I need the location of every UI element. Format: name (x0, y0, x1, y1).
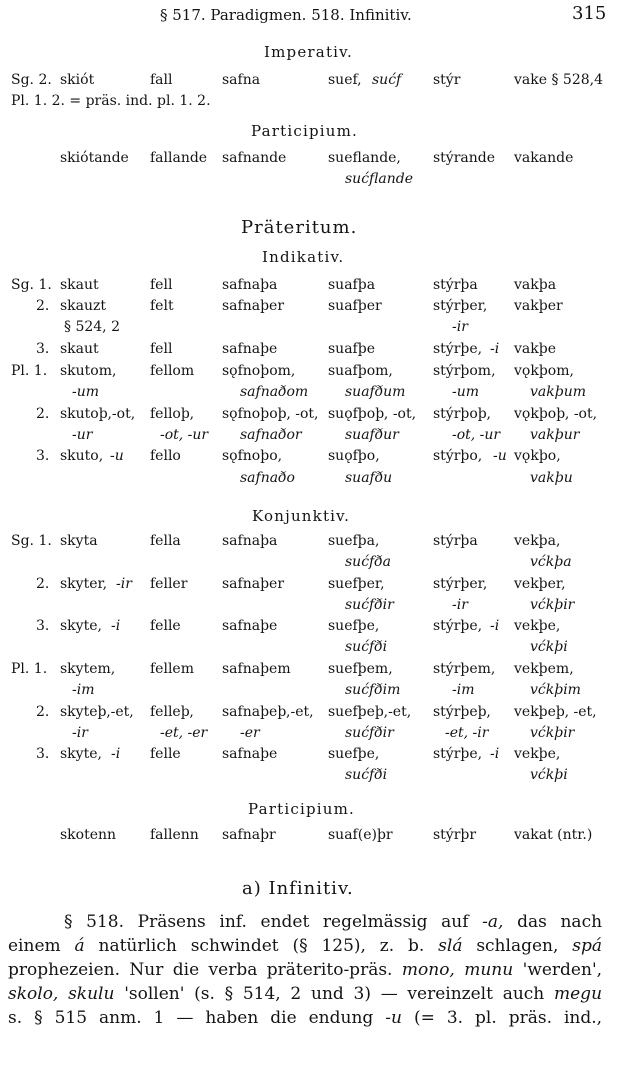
form: vǫkþoþ, -ot, (514, 406, 598, 422)
form: vekþeþ, -et, (514, 704, 597, 720)
form-variant: -i (111, 746, 121, 762)
form: stýrþe, (433, 618, 483, 634)
running-head: § 517. Paradigmen. 518. Infinitiv. (160, 6, 412, 24)
form: skauzt (60, 298, 107, 314)
form-variant: vćkþa (530, 554, 572, 570)
form: vekþe, (514, 746, 561, 762)
form: skyte, (60, 746, 102, 762)
form: skytem, (60, 661, 116, 677)
form-variant: -um (452, 384, 480, 400)
form: suef, (328, 72, 362, 88)
participium-praeteritum-heading: Participium. (248, 800, 356, 818)
konjunktiv-heading: Konjunktiv. (252, 507, 351, 525)
form-variant: -i (490, 746, 500, 762)
form: feller (150, 576, 188, 592)
text-span: natürlich schwindet (§ 125), z. b. (98, 936, 425, 956)
form: suefþe, (328, 746, 380, 762)
form: stýrande (433, 150, 496, 166)
row-label: 3. (36, 618, 50, 634)
form: skyter, (60, 576, 108, 592)
form-variant: -ir (452, 319, 468, 335)
text-span: schlagen, (476, 936, 559, 956)
form: vakþe (514, 341, 556, 357)
text-span: -a, (482, 912, 504, 932)
text-line (8, 958, 602, 982)
infinitiv-paragraph (8, 910, 602, 1030)
form: fall (150, 72, 173, 88)
text-span: spá (572, 936, 602, 956)
form-variant: vćkþi (530, 639, 568, 655)
form-variant: -et, -ir (445, 725, 489, 741)
form-variant: -i (111, 618, 121, 634)
form: stýrþoþ, (433, 406, 491, 422)
form-variant: sućfði (345, 639, 388, 655)
form-variant: -er (240, 725, 260, 741)
row-label: 2. (36, 298, 50, 314)
text-line (8, 910, 602, 934)
form: vakþer (514, 298, 563, 314)
row-label: 3. (36, 746, 50, 762)
form: felt (150, 298, 174, 314)
text-span: slá (438, 936, 463, 956)
form: skaut (60, 277, 99, 293)
text-span: megu (554, 984, 603, 1004)
form: fella (150, 533, 181, 549)
form: stýrþo, (433, 448, 483, 464)
form-variant: vćkþir (530, 597, 575, 613)
row-label: 3. (36, 448, 50, 464)
form: safnaþem (222, 661, 291, 677)
form: fellom (150, 363, 195, 379)
row-label: 3. (36, 341, 50, 357)
text-span: á (74, 936, 85, 956)
form: suafþom, (328, 363, 393, 379)
form: suefþem, (328, 661, 393, 677)
form-variant: -u (493, 448, 507, 464)
praeteritum-heading: Präteritum. (241, 217, 358, 238)
page-number: 315 (572, 3, 607, 24)
form-variant: safnaðor (240, 427, 302, 443)
form-variant: -im (72, 682, 95, 698)
form: suefþa, (328, 533, 380, 549)
form: stýrþe, (433, 746, 483, 762)
form: fellem (150, 661, 194, 677)
form: safna (222, 72, 261, 88)
form-variant: -et, -er (160, 725, 208, 741)
form: vekþer, (514, 576, 566, 592)
form-variant: sućfðim (345, 682, 401, 698)
text-span: (= 3. pl. präs. ind., (413, 1008, 603, 1028)
form: suafþe (328, 341, 375, 357)
form: fell (150, 341, 173, 357)
form: fallande (150, 150, 208, 166)
form-variant: safnaðom (240, 384, 309, 400)
form: stýrþa (433, 277, 478, 293)
form: stýr (433, 72, 461, 88)
form: stýrþer, (433, 298, 488, 314)
form-variant: -ir (116, 576, 132, 592)
form-variant: -ir (72, 725, 88, 741)
form: suǫfþo, (328, 448, 380, 464)
form-variant: -ir (452, 597, 468, 613)
form: vǫkþom, (514, 363, 574, 379)
form: safnaþa (222, 277, 278, 293)
form-variant: sućfða (345, 554, 391, 570)
row-label: Sg. 1. (11, 533, 52, 549)
form-variant: sućfðir (345, 597, 394, 613)
form: safnaþe (222, 618, 278, 634)
form: skutoþ,-ot, (60, 406, 136, 422)
form-variant: -ot, -ur (452, 427, 501, 443)
form-variant: -i (490, 618, 500, 634)
form: stýrþa (433, 533, 478, 549)
form: fell (150, 277, 173, 293)
text-line (8, 1006, 602, 1030)
form-variant: vćkþim (530, 682, 581, 698)
text-span: das nach (517, 912, 603, 932)
form: skaut (60, 341, 99, 357)
form: skuto, (60, 448, 104, 464)
form: skutom, (60, 363, 117, 379)
form: vake § 528,4 (514, 72, 604, 88)
imperativ-plural-note: Pl. 1. 2. = präs. ind. pl. 1. 2. (11, 93, 211, 109)
form: fallenn (150, 827, 199, 843)
form-variant: suafðum (345, 384, 406, 400)
text-line (8, 934, 602, 958)
form: skyte, (60, 618, 102, 634)
form: vekþem, (514, 661, 574, 677)
text-line (8, 982, 602, 1006)
form-variant: -um (72, 384, 100, 400)
form: suefþe, (328, 618, 380, 634)
form-variant: vakþur (530, 427, 580, 443)
form: safnaþe (222, 746, 278, 762)
row-label: Sg. 1. (11, 277, 52, 293)
form: vǫkþo, (514, 448, 561, 464)
form: skiót (60, 72, 95, 88)
form-variant: sućflande (345, 171, 413, 187)
form-variant: vakþum (530, 384, 586, 400)
row-label: 2. (36, 406, 50, 422)
form-variant: vćkþi (530, 767, 568, 783)
form: fello (150, 448, 181, 464)
form: safnaþr (222, 827, 276, 843)
text-span: prophezeien. Nur die verba präterito-präs. (8, 960, 393, 980)
text-span: einem (8, 936, 61, 956)
imperativ-heading: Imperativ. (264, 43, 354, 61)
form-variant: sućfði (345, 767, 388, 783)
text-span: Präsens inf. endet regelmässig auf (137, 912, 469, 932)
row-label: Pl. 1. (11, 661, 48, 677)
form: vakat (ntr.) (514, 827, 593, 843)
form: safnaþer (222, 576, 285, 592)
text-span: 'sollen' (s. § 514, 2 und 3) — vereinzelt auch (124, 984, 545, 1004)
indikativ-heading: Indikativ. (262, 248, 345, 266)
form: vakþa (514, 277, 557, 293)
section-reference: § 524, 2 (64, 319, 120, 335)
section-number: § 518. (64, 912, 124, 932)
form: felleþ, (150, 704, 194, 720)
form: stýrþom, (433, 363, 496, 379)
form: vekþa, (514, 533, 561, 549)
form: stýrþeþ, (433, 704, 491, 720)
row-label: 2. (36, 576, 50, 592)
form: safnaþe (222, 341, 278, 357)
infinitiv-heading: a) Infinitiv. (242, 878, 354, 899)
form-variant: vćkþir (530, 725, 575, 741)
form-variant: suafður (345, 427, 399, 443)
form: suafþa (328, 277, 376, 293)
form: safnaþa (222, 533, 278, 549)
form: felle (150, 618, 181, 634)
text-span: 'werden', (522, 960, 603, 980)
form-variant: -ur (72, 427, 93, 443)
form: safnande (222, 150, 287, 166)
form: stýrþe, (433, 341, 483, 357)
text-span: mono, munu (401, 960, 514, 980)
text-span: skolo, skulu (8, 984, 115, 1004)
form: safnaþeþ,-et, (222, 704, 314, 720)
form: skotenn (60, 827, 117, 843)
form: skyta (60, 533, 98, 549)
form: safnaþer (222, 298, 285, 314)
text-span: -u (385, 1008, 402, 1028)
form-variant: vakþu (530, 470, 573, 486)
form: sǫfnoþo, (222, 448, 283, 464)
form: stýrþem, (433, 661, 496, 677)
form: stýrþr (433, 827, 477, 843)
form: felle (150, 746, 181, 762)
form-variant: sućfðir (345, 725, 394, 741)
row-label: Sg. 2. (11, 72, 52, 88)
form: suǫfþoþ, -ot, (328, 406, 417, 422)
row-label: Pl. 1. (11, 363, 48, 379)
form: stýrþer, (433, 576, 488, 592)
form: suefþer, (328, 576, 385, 592)
form-variant: safnaðo (240, 470, 295, 486)
form: suefþeþ,-et, (328, 704, 412, 720)
form: vakande (514, 150, 574, 166)
form: suafþer (328, 298, 382, 314)
form: vekþe, (514, 618, 561, 634)
text-span: s. § 515 anm. 1 — haben die endung (8, 1008, 374, 1028)
form-variant: -im (452, 682, 475, 698)
form-variant: -u (110, 448, 124, 464)
form-variant: -i (490, 341, 500, 357)
form: suaf(e)þr (328, 827, 393, 843)
form: skyteþ,-et, (60, 704, 134, 720)
form-variant: sućf (372, 72, 402, 88)
row-label: 2. (36, 704, 50, 720)
form-variant: suafðu (345, 470, 393, 486)
form: felloþ, (150, 406, 195, 422)
participium-heading: Participium. (251, 122, 359, 140)
form-variant: -ot, -ur (160, 427, 209, 443)
form: sǫfnoþom, (222, 363, 296, 379)
form: sǫfnoþoþ, -ot, (222, 406, 319, 422)
form: sueflande, (328, 150, 401, 166)
form: skiótande (60, 150, 129, 166)
